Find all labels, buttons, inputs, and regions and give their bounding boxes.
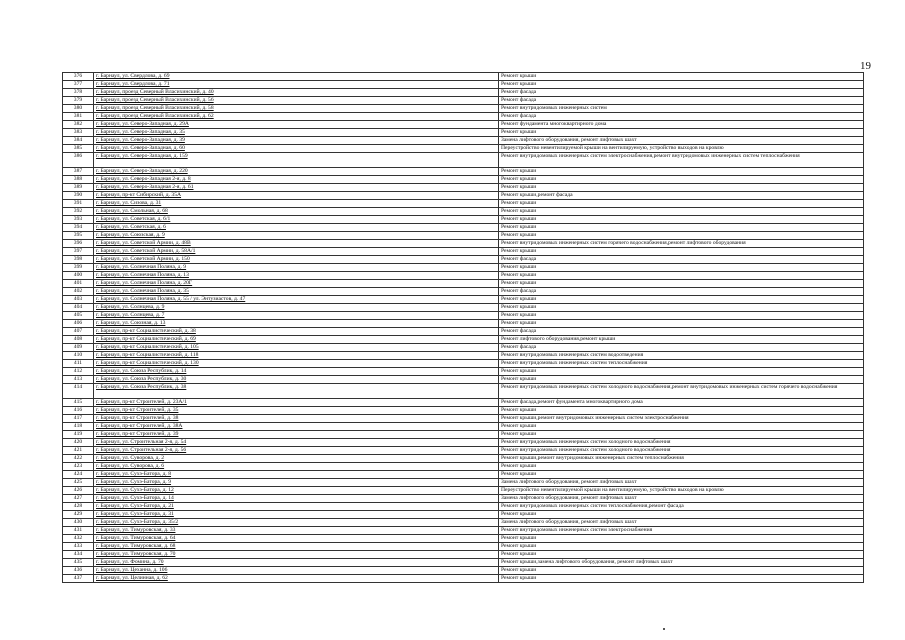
row-work-type: Ремонт крыши xyxy=(499,208,864,216)
row-address: г. Барнаул, ул. Северо-Западная 2-я, д. 61 xyxy=(94,184,499,192)
table-row xyxy=(63,176,864,184)
row-number: 387 xyxy=(63,168,94,176)
row-number: 390 xyxy=(63,192,94,200)
table-row xyxy=(63,272,864,280)
row-work-type: Ремонт крыши xyxy=(499,575,864,583)
row-work-type: Ремонт крыши xyxy=(499,471,864,479)
row-work-type: Ремонт крыши xyxy=(499,535,864,543)
row-work-type: Ремонт фасада xyxy=(499,97,864,105)
table-row xyxy=(63,407,864,415)
row-work-type: Ремонт крыши xyxy=(499,224,864,232)
row-work-type: Ремонт крыши xyxy=(499,232,864,240)
table-row xyxy=(63,129,864,137)
row-address: г. Барнаул, проезд Северный Власихинский, д. 58 xyxy=(94,105,499,113)
row-work-type: Ремонт крыши xyxy=(499,376,864,384)
table-row xyxy=(63,320,864,328)
table-row xyxy=(63,431,864,439)
table-row xyxy=(63,137,864,145)
row-address: г. Барнаул, ул. Сухэ-Батора, д. 12 xyxy=(94,487,499,495)
row-work-type: Ремонт крыши xyxy=(499,407,864,415)
table-row xyxy=(63,511,864,519)
row-address: г. Барнаул, ул. Союзская, д. 9 xyxy=(94,232,499,240)
row-address: г. Барнаул, ул. Солнечная Поляна, д. 9 xyxy=(94,264,499,272)
row-address: г. Барнаул, ул. Северо-Западная, д. 60 xyxy=(94,145,499,153)
table-row xyxy=(63,296,864,304)
row-work-type: Ремонт крыши xyxy=(499,184,864,192)
row-number: 382 xyxy=(63,121,94,129)
row-address: г. Барнаул, ул. Союза Республик, д. 38 xyxy=(94,384,499,399)
row-address: г. Барнаул, ул. Сизова, д. 31 xyxy=(94,200,499,208)
row-number: 415 xyxy=(63,399,94,407)
row-address: г. Барнаул, ул. Советская, д. 6 xyxy=(94,224,499,232)
table-row xyxy=(63,97,864,105)
table-row xyxy=(63,399,864,407)
row-work-type: Ремонт крыши xyxy=(499,280,864,288)
table-row xyxy=(63,368,864,376)
row-number: 429 xyxy=(63,511,94,519)
row-number: 435 xyxy=(63,559,94,567)
row-number: 381 xyxy=(63,113,94,121)
row-number: 406 xyxy=(63,320,94,328)
row-number: 395 xyxy=(63,232,94,240)
row-address: г. Барнаул, проезд Северный Власихинский, д. 56 xyxy=(94,97,499,105)
row-work-type: Ремонт крыши xyxy=(499,168,864,176)
row-address: г. Барнаул, пр-кт Сибирский, д. 35А xyxy=(94,192,499,200)
table-row xyxy=(63,81,864,89)
table-row xyxy=(63,256,864,264)
row-address: г. Барнаул, ул. Северо-Западная 2-я, д. 8 xyxy=(94,176,499,184)
row-address: г. Барнаул, ул. Сухэ-Батора, д. 31 xyxy=(94,511,499,519)
row-number: 378 xyxy=(63,89,94,97)
row-work-type: Замена лифтового оборудования, ремонт лифтовых шахт xyxy=(499,479,864,487)
row-number: 394 xyxy=(63,224,94,232)
row-work-type: Ремонт внутридомовых инженерных систем холодного водоснабжения,ремонт внутридомовых инженерных систем горячего водоснабжения xyxy=(499,384,864,399)
row-address: г. Барнаул, пр-кт Социалистический, д. 105 xyxy=(94,344,499,352)
row-address: г. Барнаул, пр-кт Социалистический, д. 38 xyxy=(94,328,499,336)
row-address: г. Барнаул, ул. Солнечная Поляна, д. 20Г xyxy=(94,280,499,288)
table-row xyxy=(63,73,864,81)
row-address: г. Барнаул, ул. Солнечная Поляна, д. 55 / ул. Энтузиастов, д. 47 xyxy=(94,296,499,304)
row-number: 396 xyxy=(63,240,94,248)
row-work-type: Ремонт крыши xyxy=(499,264,864,272)
table-row xyxy=(63,240,864,248)
row-work-type: Ремонт фасада xyxy=(499,288,864,296)
row-number: 426 xyxy=(63,487,94,495)
row-address: г. Барнаул, ул. Свердлова, д. 69 xyxy=(94,73,499,81)
row-work-type: Ремонт внутридомовых инженерных систем теплоснабжения xyxy=(499,360,864,368)
row-address: г. Барнаул, ул. Северо-Западная, д. 220 xyxy=(94,168,499,176)
table-row xyxy=(63,455,864,463)
table-row xyxy=(63,551,864,559)
table-row xyxy=(63,216,864,224)
row-address: г. Барнаул, пр-кт Строителей, д. 38А xyxy=(94,423,499,431)
row-address: г. Барнаул, ул. Северо-Западная, д. 35 xyxy=(94,129,499,137)
table-row xyxy=(63,519,864,527)
row-number: 376 xyxy=(63,73,94,81)
table-row xyxy=(63,184,864,192)
row-address: г. Барнаул, пр-кт Строителей, д. 39 xyxy=(94,431,499,439)
row-address: г. Барнаул, ул. Строительная 2-я, д. 54 xyxy=(94,439,499,447)
table-row xyxy=(63,575,864,583)
row-address: г. Барнаул, ул. Тимуровская, д. 33 xyxy=(94,527,499,535)
row-work-type: Ремонт внутридомовых инженерных систем водоотведения xyxy=(499,352,864,360)
row-number: 398 xyxy=(63,256,94,264)
table-row xyxy=(63,535,864,543)
row-number: 411 xyxy=(63,360,94,368)
repair-table xyxy=(62,72,864,583)
row-work-type: Ремонт крыши,ремонт внутридомовых инженерных систем электроснабжения xyxy=(499,415,864,423)
row-work-type: Ремонт крыши,ремонт внутридомовых инженерных систем теплоснабжения xyxy=(499,455,864,463)
table-row xyxy=(63,264,864,272)
table-row xyxy=(63,192,864,200)
table-row xyxy=(63,559,864,567)
row-address: г. Барнаул, ул. Тимуровская, д. 68 xyxy=(94,543,499,551)
row-number: 380 xyxy=(63,105,94,113)
row-number: 421 xyxy=(63,447,94,455)
table-row xyxy=(63,415,864,423)
row-work-type: Ремонт фасада,ремонт фундамента многоквартирного дома xyxy=(499,399,864,407)
row-work-type: Ремонт внутридомовых инженерных систем холодного водоснабжения xyxy=(499,439,864,447)
row-number: 389 xyxy=(63,184,94,192)
row-work-type: Ремонт фасада xyxy=(499,256,864,264)
row-address: г. Барнаул, ул. Сухэ-Батора, д. 8 xyxy=(94,471,499,479)
row-address: г. Барнаул, ул. Цеханна, д. 106 xyxy=(94,567,499,575)
row-work-type: Ремонт крыши xyxy=(499,312,864,320)
table-row xyxy=(63,328,864,336)
row-work-type: Ремонт крыши xyxy=(499,176,864,184)
table-row xyxy=(63,248,864,256)
row-address: г. Барнаул, пр-кт Строителей, д. 35 xyxy=(94,407,499,415)
row-work-type: Ремонт крыши xyxy=(499,81,864,89)
row-address: г. Барнаул, ул. Союза Республик, д. 30 xyxy=(94,376,499,384)
table-row xyxy=(63,463,864,471)
row-number: 422 xyxy=(63,455,94,463)
row-address: г. Барнаул, пр-кт Строителей, д. 23А/1 xyxy=(94,399,499,407)
table-row xyxy=(63,113,864,121)
row-work-type: Ремонт крыши xyxy=(499,511,864,519)
row-number: 377 xyxy=(63,81,94,89)
row-address: г. Барнаул, ул. Свердлова, д. 71 xyxy=(94,81,499,89)
row-number: 409 xyxy=(63,344,94,352)
table-row xyxy=(63,471,864,479)
row-work-type: Ремонт крыши xyxy=(499,129,864,137)
row-number: 385 xyxy=(63,145,94,153)
table-row xyxy=(63,288,864,296)
row-number: 379 xyxy=(63,97,94,105)
row-work-type: Ремонт внутридомовых инженерных систем электроснабжения xyxy=(499,527,864,535)
row-address: г. Барнаул, ул. Северо-Западная, д. 39 xyxy=(94,137,499,145)
row-address: г. Барнаул, пр-кт Строителей, д. 38 xyxy=(94,415,499,423)
row-address: г. Барнаул, ул. Советской Армии, д. 48В xyxy=(94,240,499,248)
row-work-type: Ремонт внутридомовых инженерных систем горячего водоснабжения,ремонт лифтового оборудования xyxy=(499,240,864,248)
row-work-type: Ремонт крыши xyxy=(499,200,864,208)
row-address: г. Барнаул, ул. Советской Армии, д. 58А/1 xyxy=(94,248,499,256)
table-row xyxy=(63,487,864,495)
row-address: г. Барнаул, ул. Союза Республик, д. 14 xyxy=(94,368,499,376)
row-address: г. Барнаул, ул. Солнечная Поляна, д. 13 xyxy=(94,272,499,280)
table-row xyxy=(63,447,864,455)
row-number: 436 xyxy=(63,567,94,575)
row-number: 401 xyxy=(63,280,94,288)
row-number: 391 xyxy=(63,200,94,208)
row-work-type: Ремонт крыши xyxy=(499,543,864,551)
table-row xyxy=(63,168,864,176)
row-number: 419 xyxy=(63,431,94,439)
row-address: г. Барнаул, ул. Советская, д. 6/1 xyxy=(94,216,499,224)
row-work-type: Ремонт крыши xyxy=(499,248,864,256)
row-address: г. Барнаул, пр-кт Социалистический, д. 130 xyxy=(94,360,499,368)
row-address: г. Барнаул, ул. Целинная, д. 62 xyxy=(94,575,499,583)
row-work-type: Замена лифтового оборудования, ремонт лифтовых шахт xyxy=(499,519,864,527)
row-number: 393 xyxy=(63,216,94,224)
table-row xyxy=(63,89,864,97)
row-work-type: Ремонт внутридомовых инженерных систем электроснабжения,ремонт внутридомовых инженерных систем теплоснабжения xyxy=(499,153,864,168)
table-row xyxy=(63,312,864,320)
row-work-type: Ремонт крыши xyxy=(499,368,864,376)
row-work-type: Ремонт крыши xyxy=(499,320,864,328)
row-address: г. Барнаул, пр-кт Социалистический, д. 69 xyxy=(94,336,499,344)
table-row xyxy=(63,208,864,216)
table-row xyxy=(63,423,864,431)
row-work-type: Ремонт крыши xyxy=(499,423,864,431)
row-number: 400 xyxy=(63,272,94,280)
table-row xyxy=(63,336,864,344)
table-row xyxy=(63,567,864,575)
row-number: 399 xyxy=(63,264,94,272)
table-row xyxy=(63,503,864,511)
row-number: 397 xyxy=(63,248,94,256)
row-number: 388 xyxy=(63,176,94,184)
table-row xyxy=(63,439,864,447)
row-number: 424 xyxy=(63,471,94,479)
row-work-type: Ремонт крыши,замена лифтового оборудования, ремонт лифтовых шахт xyxy=(499,559,864,567)
row-number: 413 xyxy=(63,376,94,384)
row-work-type: Ремонт крыши,ремонт фасада xyxy=(499,192,864,200)
row-address: г. Барнаул, ул. Тимуровская, д. 64 xyxy=(94,535,499,543)
row-work-type: Ремонт фасада xyxy=(499,344,864,352)
row-number: 412 xyxy=(63,368,94,376)
table-row xyxy=(63,543,864,551)
page-number: 19 xyxy=(860,60,871,72)
row-work-type: Замена лифтового оборудования, ремонт лифтовых шахт xyxy=(499,137,864,145)
row-number: 405 xyxy=(63,312,94,320)
row-work-type: Ремонт крыши xyxy=(499,296,864,304)
table-row xyxy=(63,384,864,399)
row-number: 403 xyxy=(63,296,94,304)
row-address: г. Барнаул, ул. Солнцева, д. 7 xyxy=(94,312,499,320)
table-row xyxy=(63,304,864,312)
row-address: г. Барнаул, ул. Сухэ-Батора, д. 9 xyxy=(94,479,499,487)
row-number: 410 xyxy=(63,352,94,360)
table-row xyxy=(63,344,864,352)
row-work-type: Ремонт внутридомовых инженерных систем xyxy=(499,105,864,113)
table-row xyxy=(63,376,864,384)
table-row xyxy=(63,360,864,368)
row-address: г. Барнаул, ул. Северо-Западная, д. 159 xyxy=(94,153,499,168)
row-work-type: Ремонт крыши xyxy=(499,431,864,439)
table-row xyxy=(63,280,864,288)
table-row xyxy=(63,121,864,129)
row-work-type: Замена лифтового оборудования, ремонт лифтовых шахт xyxy=(499,495,864,503)
row-address: г. Барнаул, ул. Строительная 2-я, д. 56 xyxy=(94,447,499,455)
scan-speck xyxy=(663,628,665,630)
row-address: г. Барнаул, ул. Советской Армии, д. 150 xyxy=(94,256,499,264)
row-number: 384 xyxy=(63,137,94,145)
table-row xyxy=(63,479,864,487)
row-work-type: Ремонт внутридомовых инженерных систем теплоснабжения,ремонт фасада xyxy=(499,503,864,511)
row-address: г. Барнаул, пр-кт Социалистический, д. 118 xyxy=(94,352,499,360)
row-number: 417 xyxy=(63,415,94,423)
row-number: 432 xyxy=(63,535,94,543)
row-number: 402 xyxy=(63,288,94,296)
row-number: 404 xyxy=(63,304,94,312)
row-address: г. Барнаул, проезд Северный Власихинский, д. 40 xyxy=(94,89,499,97)
table-row xyxy=(63,200,864,208)
row-address: г. Барнаул, ул. Сухэ-Батора, д. 35/2 xyxy=(94,519,499,527)
row-number: 414 xyxy=(63,384,94,399)
row-work-type: Ремонт крыши xyxy=(499,551,864,559)
table-row xyxy=(63,224,864,232)
row-number: 434 xyxy=(63,551,94,559)
row-address: г. Барнаул, ул. Сухэ-Батора, д. 14 xyxy=(94,495,499,503)
row-work-type: Ремонт крыши xyxy=(499,272,864,280)
repair-table-body xyxy=(63,73,864,583)
row-work-type: Ремонт крыши xyxy=(499,567,864,575)
row-number: 383 xyxy=(63,129,94,137)
row-work-type: Ремонт внутридомовых инженерных систем холодного водоснабжения xyxy=(499,447,864,455)
row-address: г. Барнаул, ул. Сухэ-Батора, д. 21 xyxy=(94,503,499,511)
row-address: г. Барнаул, ул. Смольная, д. 68 xyxy=(94,208,499,216)
row-work-type: Ремонт лифтового оборудования,ремонт крыши xyxy=(499,336,864,344)
row-work-type: Ремонт фасада xyxy=(499,328,864,336)
row-number: 386 xyxy=(63,153,94,168)
row-work-type: Ремонт крыши xyxy=(499,216,864,224)
table-row xyxy=(63,232,864,240)
table-row xyxy=(63,495,864,503)
row-number: 418 xyxy=(63,423,94,431)
row-number: 437 xyxy=(63,575,94,583)
row-work-type: Ремонт фасада xyxy=(499,89,864,97)
row-address: г. Барнаул, ул. Солнечная Поляна, д. 35 xyxy=(94,288,499,296)
row-number: 430 xyxy=(63,519,94,527)
row-number: 433 xyxy=(63,543,94,551)
row-number: 416 xyxy=(63,407,94,415)
table-row xyxy=(63,153,864,168)
row-address: г. Барнаул, ул. Суворова, д. 6 xyxy=(94,463,499,471)
row-number: 425 xyxy=(63,479,94,487)
row-number: 408 xyxy=(63,336,94,344)
row-address: г. Барнаул, ул. Союзная, д. 13 xyxy=(94,320,499,328)
row-work-type: Ремонт фасада xyxy=(499,113,864,121)
row-work-type: Ремонт крыши xyxy=(499,463,864,471)
table-row xyxy=(63,352,864,360)
row-address: г. Барнаул, ул. Суворова, д. 2 xyxy=(94,455,499,463)
row-work-type: Переустройство невентилируемой крыши на вентилируемую, устройство выходов на кровлю xyxy=(499,145,864,153)
row-address: г. Барнаул, ул. Солнцева, д. 9 xyxy=(94,304,499,312)
row-number: 428 xyxy=(63,503,94,511)
table-row xyxy=(63,105,864,113)
row-number: 420 xyxy=(63,439,94,447)
table-row xyxy=(63,527,864,535)
row-number: 423 xyxy=(63,463,94,471)
row-work-type: Переустройство невентилируемой крыши на вентилируемую, устройство выходов на кровлю xyxy=(499,487,864,495)
row-address: г. Барнаул, ул. Северо-Западная, д. 29А xyxy=(94,121,499,129)
row-number: 392 xyxy=(63,208,94,216)
row-work-type: Ремонт крыши xyxy=(499,304,864,312)
row-number: 431 xyxy=(63,527,94,535)
row-work-type: Ремонт фундамента многоквартирного дома xyxy=(499,121,864,129)
row-address: г. Барнаул, проезд Северный Власихинский, д. 62 xyxy=(94,113,499,121)
row-number: 427 xyxy=(63,495,94,503)
row-address: г. Барнаул, ул. Фомина, д. 70 xyxy=(94,559,499,567)
row-address: г. Барнаул, ул. Тимуровская, д. 70 xyxy=(94,551,499,559)
table-row xyxy=(63,145,864,153)
row-number: 407 xyxy=(63,328,94,336)
row-work-type: Ремонт крыши xyxy=(499,73,864,81)
